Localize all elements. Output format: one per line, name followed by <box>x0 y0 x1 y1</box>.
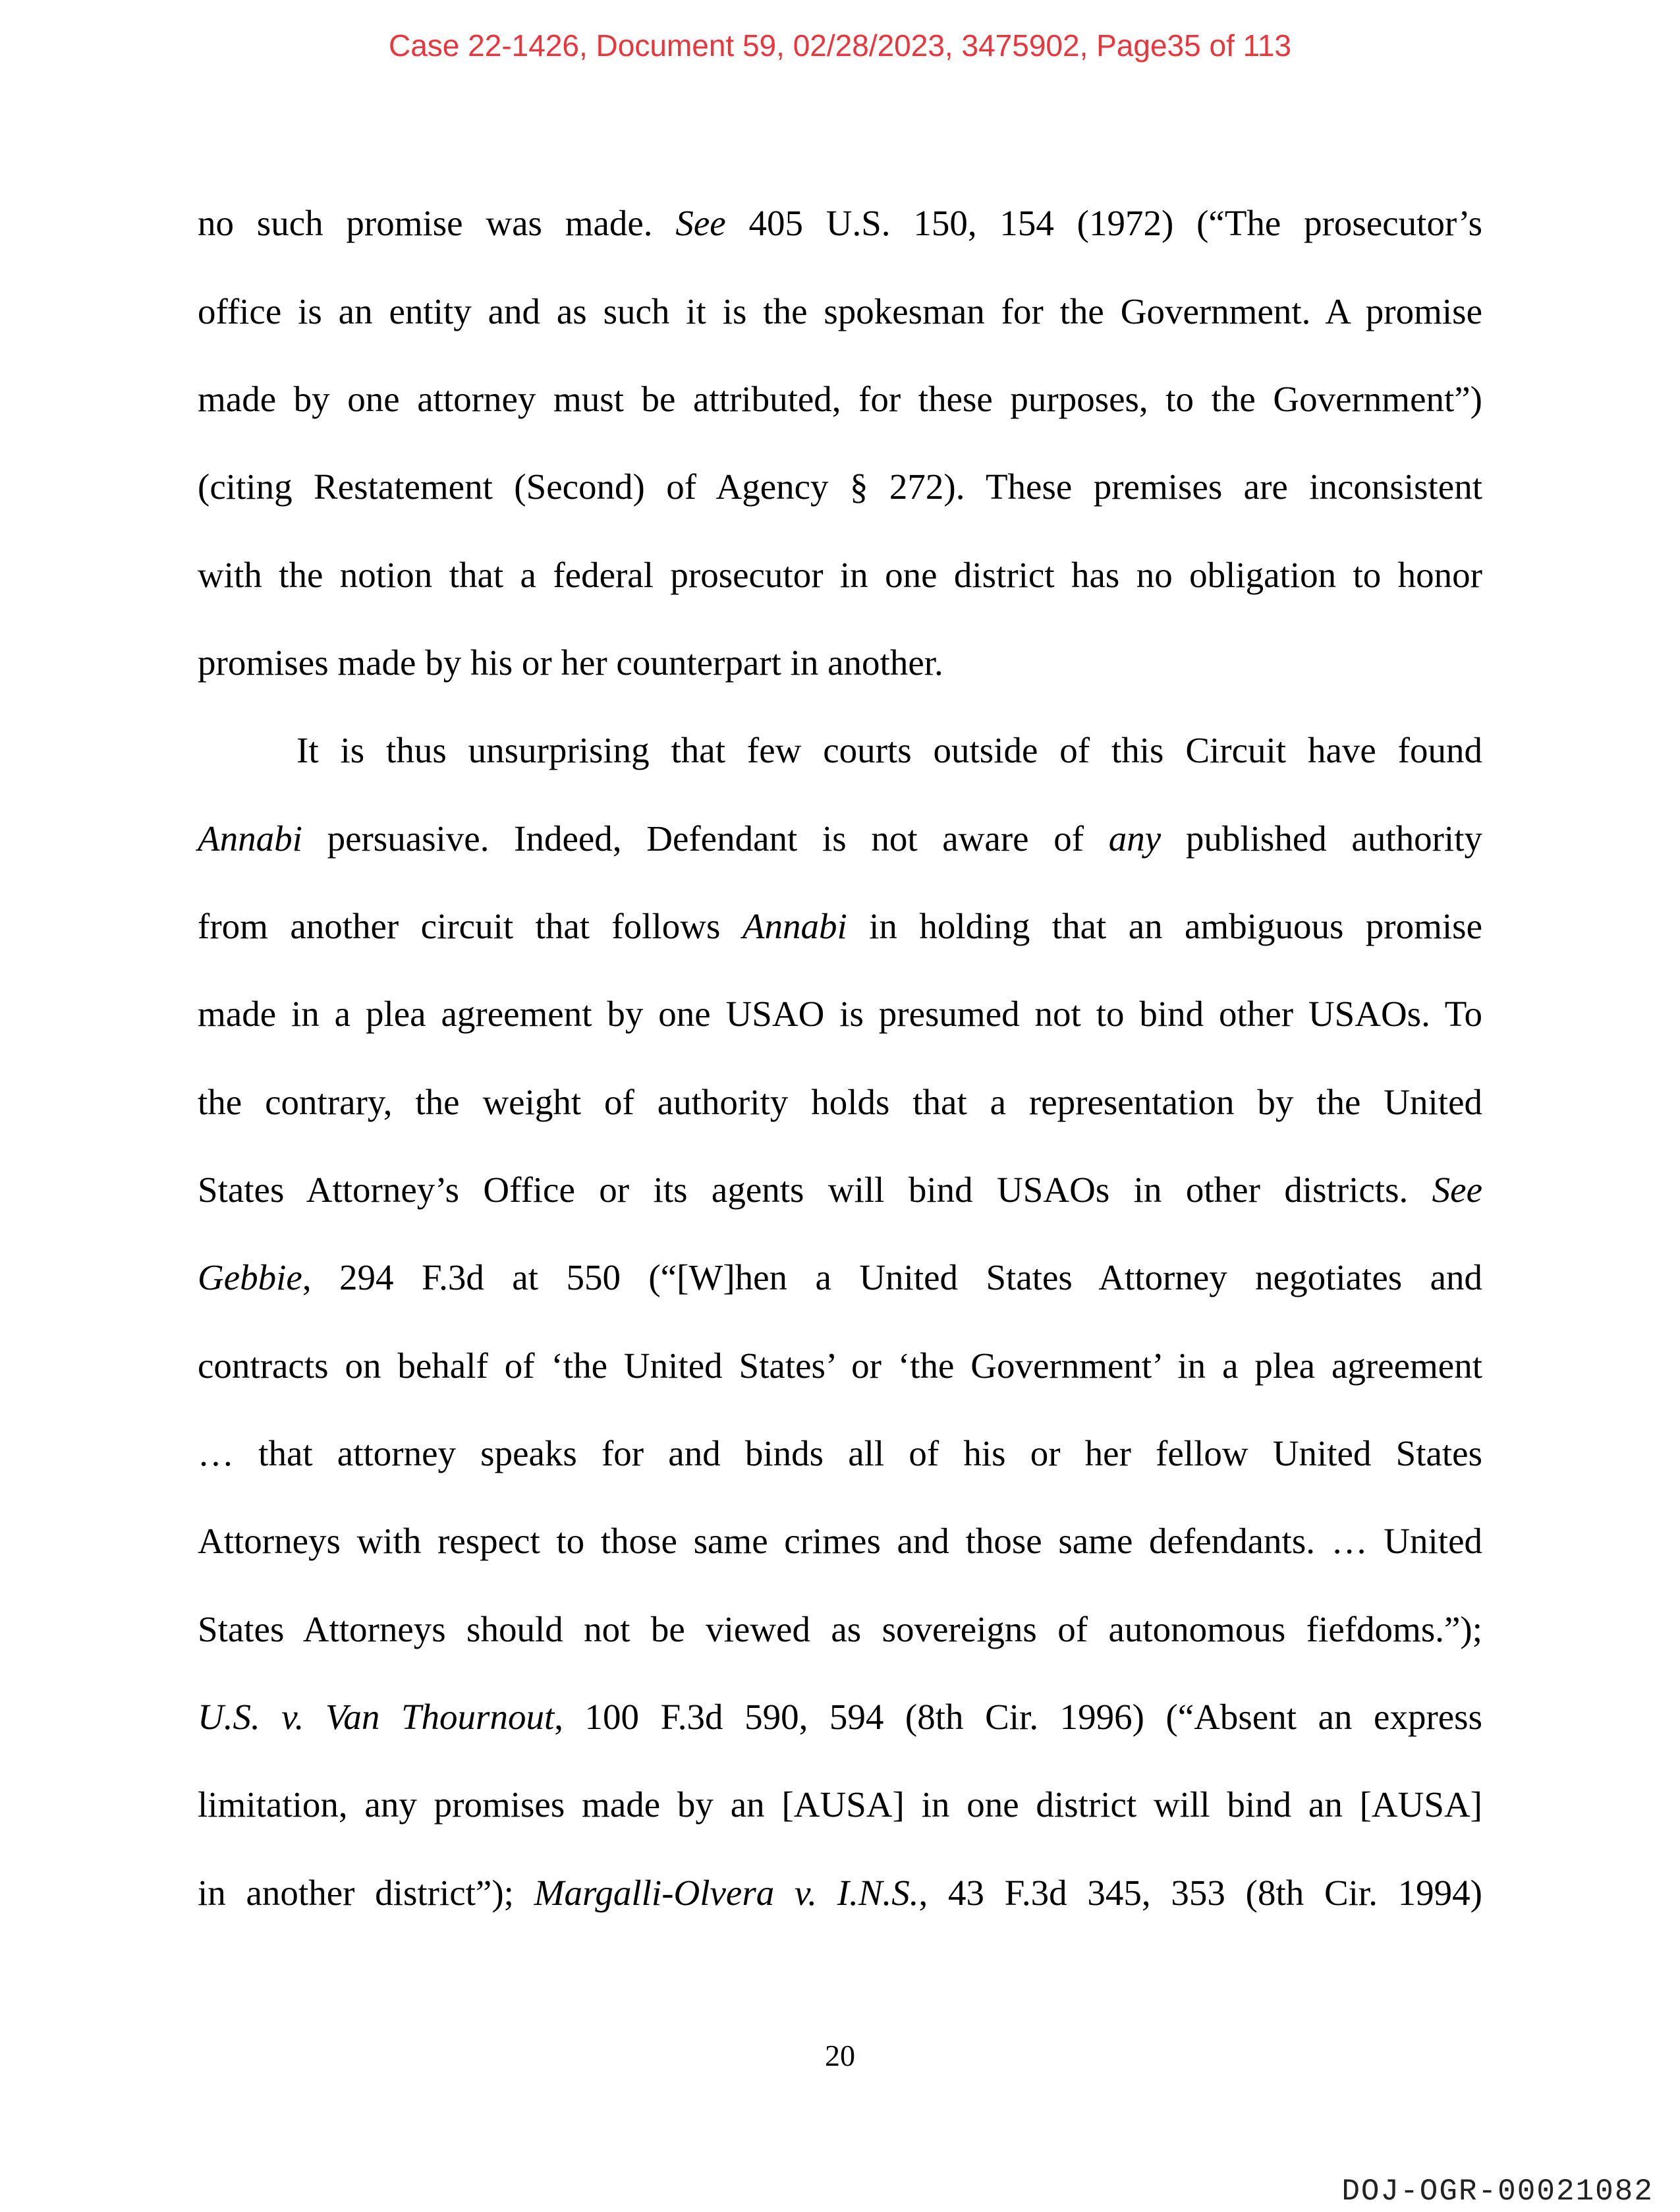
text-segment: promises made by his or her counterpart in another. <box>198 642 943 683</box>
text-line <box>198 202 1482 245</box>
text-segment: made in a plea agreement by one USAO is presumed not to bind other USAOs. To <box>198 994 1482 1034</box>
text-segment: Attorneys with respect to those same crimes and those same defendants. … United <box>198 1521 1482 1561</box>
text-segment: States Attorneys should not be viewed as sovereigns of autonomous fiefdoms.”); <box>198 1609 1482 1649</box>
text-segment: It is thus unsurprising that few courts outside of this Circuit have found <box>296 730 1482 770</box>
text-line <box>198 817 1482 861</box>
text-line <box>198 1519 1482 1563</box>
text-segment: limitation, any promises made by an [AUSA] in one district will bind an [AUSA] <box>198 1784 1482 1825</box>
text-line <box>198 378 1482 421</box>
text-segment: , 100 F.3d 590, 594 (8th Cir. 1996) (“Absent an express <box>554 1697 1482 1737</box>
text-line <box>198 1344 1482 1388</box>
text-line <box>198 1608 1482 1651</box>
text-line <box>198 1432 1482 1475</box>
text-line <box>198 290 1482 333</box>
text-line <box>198 729 1482 772</box>
text-segment: made by one attorney must be attributed, for these purposes, to the Government”) <box>198 379 1482 419</box>
text-segment: , 294 F.3d at 550 (“[W]hen a United States Attorney negotiates and <box>302 1257 1482 1297</box>
text-line <box>198 1783 1482 1827</box>
text-segment: in holding that an ambiguous promise <box>847 906 1482 946</box>
text-segment: published authority <box>1161 818 1482 859</box>
text-line <box>198 992 1482 1036</box>
text-segment: with the notion that a federal prosecutor in one district has no obligation to honor <box>198 555 1482 595</box>
text-line <box>198 1081 1482 1124</box>
italic-citation: Annabi <box>742 906 847 946</box>
text-segment: from another circuit that follows <box>198 906 742 946</box>
text-line <box>198 1168 1482 1212</box>
italic-citation: See <box>675 203 726 243</box>
text-segment: … that attorney speaks for and binds all of his or her fellow United States <box>198 1433 1482 1473</box>
italic-citation: Annabi <box>198 818 302 859</box>
text-line <box>198 465 1482 509</box>
page-number: 20 <box>825 2039 855 2072</box>
text-line <box>198 1256 1482 1299</box>
italic-citation: Gebbie <box>198 1257 302 1297</box>
text-segment: 405 U.S. 150, 154 (1972) (“The prosecutor’s <box>725 203 1482 243</box>
text-line <box>198 1871 1482 1915</box>
italic-citation: any <box>1108 818 1162 859</box>
text-segment: States Attorney’s Office or its agents will bind USAOs in other districts. <box>198 1170 1432 1210</box>
text-line <box>198 1695 1482 1739</box>
text-segment: in another district”); <box>198 1873 534 1913</box>
text-line <box>198 641 1482 685</box>
text-segment: persuasive. Indeed, Defendant is not aware of <box>302 818 1109 859</box>
italic-citation: See <box>1432 1170 1482 1210</box>
text-segment: no such promise was made. <box>198 203 676 243</box>
text-segment: contracts on behalf of ‘the United States’ or ‘the Government’ in a plea agreement <box>198 1346 1482 1386</box>
text-segment: (citing Restatement (Second) of Agency § 272). These premises are inconsistent <box>198 467 1482 507</box>
text-segment: office is an entity and as such it is the spokesman for the Government. A promise <box>198 291 1482 331</box>
text-line <box>198 553 1482 597</box>
text-segment: the contrary, the weight of authority holds that a representation by the United <box>198 1082 1482 1122</box>
text-line <box>198 905 1482 948</box>
case-filing-stamp: Case 22-1426, Document 59, 02/28/2023, 3475902, Page35 of 113 <box>389 28 1291 63</box>
bates-number: DOJ-OGR-00021082 <box>1341 2174 1654 2209</box>
italic-citation: Margalli-Olvera v. I.N.S. <box>534 1873 919 1913</box>
text-segment: , 43 F.3d 345, 353 (8th Cir. 1994) <box>918 1873 1482 1913</box>
italic-citation: U.S. v. Van Thournout <box>198 1697 555 1737</box>
